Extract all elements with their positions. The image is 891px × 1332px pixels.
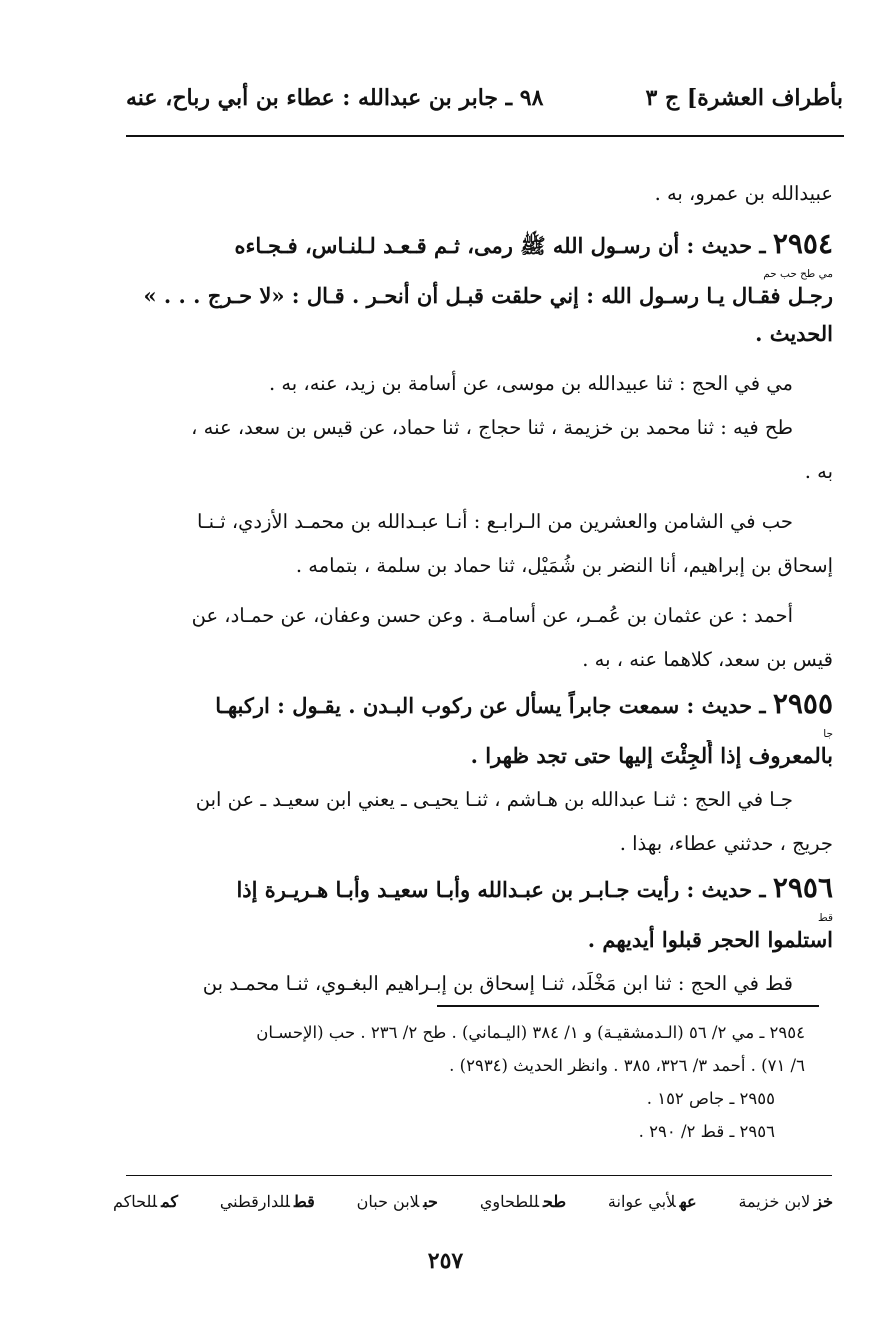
abbreviation-name: للحاكم	[113, 1192, 158, 1211]
isnad-line: به .	[804, 460, 833, 483]
hadith-2956-heading	[121, 866, 833, 912]
page-number: ٢٥٧	[427, 1248, 464, 1274]
abbreviation-code: خز	[814, 1192, 833, 1211]
header-book-title: بأطراف العشرة] ج ٣	[645, 85, 843, 111]
header-rule	[126, 135, 844, 137]
hadith-text-line: بالمعروف إذا أُلجِئْتَ إليها حتى تجد ظهرا .	[470, 743, 833, 768]
abbreviation-code: طح	[542, 1192, 567, 1211]
footnote-line: ٦/ ٧١) . أحمد ٣/ ٣٢٦، ٣٨٥ . وانظر الحديث (٢٩٣٤) .	[449, 1056, 805, 1075]
footnotes	[121, 1016, 805, 1148]
abbreviation-item	[220, 1192, 315, 1211]
footnote-line: ٢٩٥٥ ـ جاص ١٥٢ .	[646, 1089, 775, 1108]
footnote-line: ٢٩٥٦ ـ قط ٢/ ٢٩٠ .	[638, 1122, 775, 1141]
abbreviation-name: لأبي عوانة	[607, 1192, 676, 1211]
abbreviation-code: عه	[679, 1192, 697, 1211]
hadith-2954-heading	[121, 222, 833, 268]
abbreviation-item	[113, 1192, 178, 1211]
isnad-line: قيس بن سعد، كلاهما عنه ، به .	[582, 648, 833, 671]
abbreviation-item	[357, 1192, 438, 1211]
isnad-line: جـا في الحج : ثنـا عبدالله بن هـاشم ، ثنـا يحيـى ـ يعني ابن سعيـد ـ عن ابن	[195, 788, 793, 811]
hadith-text-line: الحديث .	[755, 321, 833, 346]
footnote-rule	[437, 1005, 819, 1007]
abbreviation-name: للطحاوي	[479, 1192, 539, 1211]
hadith-text: ـ حديث : سمعت جابراً يسأل عن ركوب البـدن . يقـول : اركبهـا	[215, 693, 773, 718]
hadith-text-line: رجـل فقـال يـا رسـول الله : إني حلقت قبـل أن أنحـر . قـال : «لا حـرج . . . »	[143, 283, 833, 308]
abbreviation-code: حب	[423, 1192, 438, 1211]
hadith-text: ـ حديث : رأيت جـابـر بن عبـدالله وأبـا سعيـد وأبـا هـريـرة إذا	[236, 877, 773, 902]
main-text	[121, 172, 833, 1006]
abbreviation-item	[738, 1192, 833, 1211]
running-header	[126, 85, 843, 121]
isnad-line: مي في الحج : ثنا عبيدالله بن موسى، عن أسامة بن زيد، عنه، به .	[268, 372, 793, 395]
isnad-line: حب في الشامن والعشرين من الـرابـع : أنـا عبـدالله بن محمـد الأزدي، ثـنـا	[196, 510, 793, 533]
isnad-line: قط في الحج : ثنا ابن مَخْلَد، ثنـا إسحاق بن إبـراهيم البغـوي، ثنـا محمـد بن	[202, 972, 793, 995]
abbreviation-name: لابن حبان	[356, 1192, 420, 1211]
abbreviation-name: للدارقطني	[219, 1192, 290, 1211]
isnad-line: أحمد : عن عثمان بن عُمـر، عن أسامـة . وعن حسن وعفان، عن حمـاد، عن	[191, 604, 793, 627]
abbreviation-code: قط	[293, 1192, 315, 1211]
abbreviation-code: كم	[161, 1192, 178, 1211]
hadith-text-line: استلموا الحجر قبلوا أيديهم .	[587, 927, 833, 952]
abbreviations-rule	[126, 1175, 832, 1176]
source-codes-marginal: قط	[818, 912, 833, 924]
hadith-2955-heading	[121, 682, 833, 728]
text-line: عبيدالله بن عمرو، به .	[654, 182, 833, 205]
source-codes-marginal: جا	[823, 728, 833, 740]
abbreviations-key	[113, 1192, 833, 1211]
abbreviation-item	[608, 1192, 697, 1211]
hadith-text: ـ حديث : أن رسـول الله ﷺ رمى، ثـم قـعـد لـلنـاس، فـجـاءه	[234, 233, 773, 258]
isnad-line: جريج ، حدثني عطاء، بهذا .	[619, 832, 833, 855]
hadith-number: ٢٩٥٦	[772, 871, 833, 904]
abbreviation-item	[480, 1192, 566, 1211]
isnad-line: إسحاق بن إبراهيم، أنا النضر بن شُمَيْل، ثنا حماد بن سلمة ، بتمامه .	[295, 554, 833, 577]
hadith-number: ٢٩٥٥	[772, 687, 833, 720]
hadith-number: ٢٩٥٤	[772, 227, 833, 260]
header-chapter-title: ٩٨ ـ جابر بن عبدالله : عطاء بن أبي رباح، عنه	[126, 85, 544, 111]
footnote-line: ٢٩٥٤ ـ مي ٢/ ٥٦ (الـدمشقيـة) و ١/ ٣٨٤ (اليـماني) . طح ٢/ ٢٣٦ . حب (الإحسـان	[256, 1023, 805, 1042]
isnad-line: طح فيه : ثنا محمد بن خزيمة ، ثنا حجاج ، ثنا حماد، عن قيس بن سعد، عنه ،	[191, 416, 793, 439]
abbreviation-name: لابن خزيمة	[738, 1192, 811, 1211]
source-codes-marginal: مي طح حب حم	[763, 268, 833, 280]
